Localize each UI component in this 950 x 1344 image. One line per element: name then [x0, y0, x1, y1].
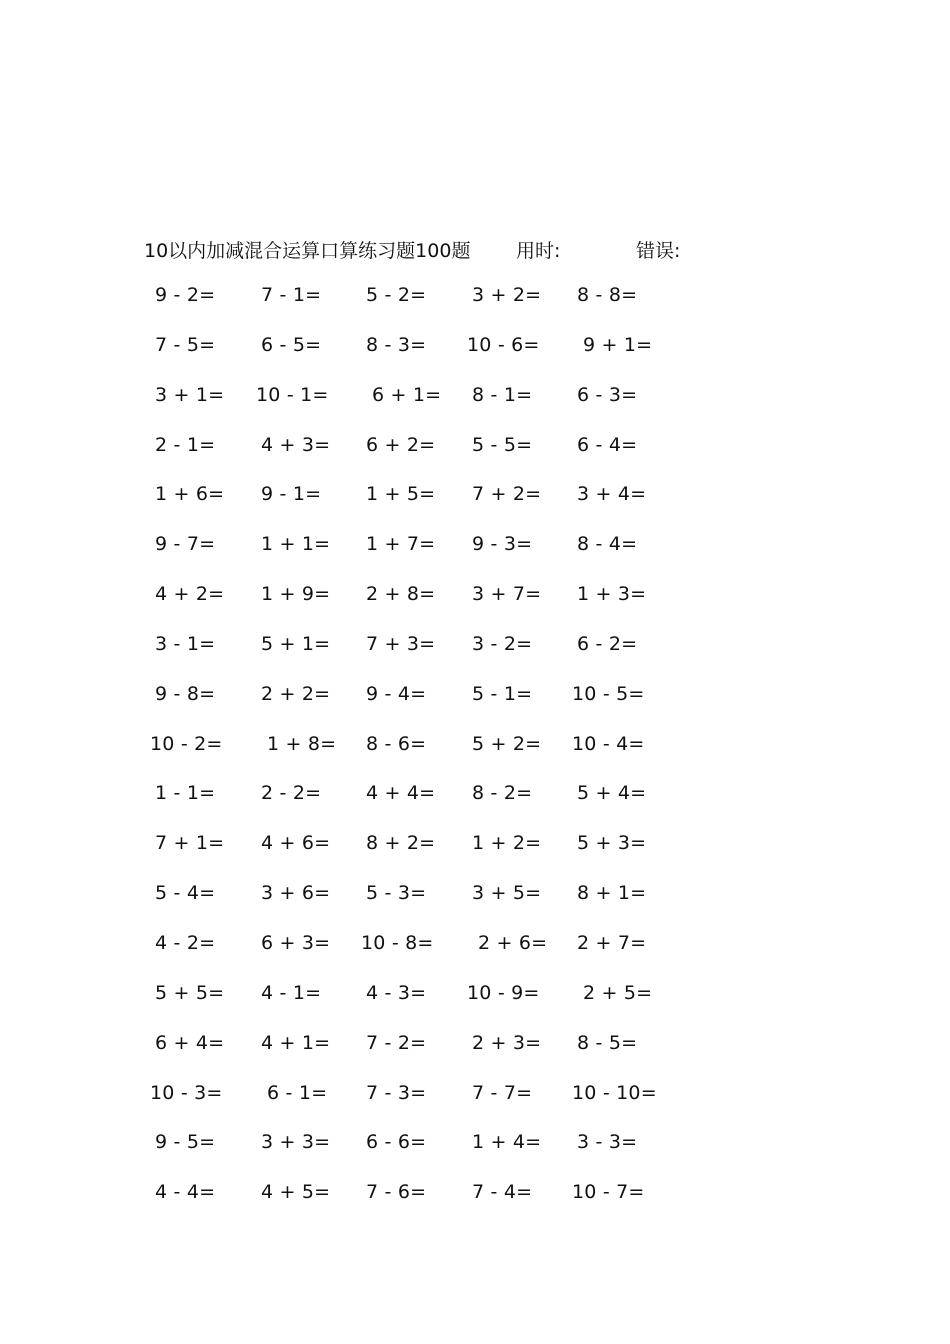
math-problem: 9 - 5= — [155, 1131, 216, 1154]
math-problem: 1 + 8= — [267, 732, 337, 755]
math-problem: 1 + 9= — [261, 583, 331, 606]
math-problem: 7 - 6= — [366, 1181, 427, 1204]
math-problem: 7 - 1= — [261, 284, 322, 306]
math-problem: 7 - 3= — [366, 1081, 427, 1104]
math-problem: 5 + 1= — [261, 632, 331, 655]
math-problem: 1 - 1= — [155, 782, 216, 805]
math-problem: 9 - 2= — [155, 284, 216, 306]
problem-row — [0, 733, 950, 783]
math-problem: 9 - 4= — [366, 682, 427, 705]
math-problem: 8 - 8= — [577, 284, 638, 306]
math-problem: 9 - 7= — [155, 533, 216, 556]
math-problem: 4 - 1= — [261, 981, 322, 1004]
problem-row — [0, 1032, 950, 1082]
math-problem: 4 + 1= — [261, 1031, 331, 1054]
problem-row — [0, 832, 950, 882]
math-problem: 10 - 9= — [467, 981, 540, 1004]
math-problem: 5 + 5= — [155, 981, 225, 1004]
math-problem: 2 + 5= — [583, 981, 653, 1004]
time-label: 用时: — [516, 240, 561, 262]
math-problem: 2 + 6= — [478, 931, 548, 954]
math-problem: 10 - 1= — [256, 383, 329, 406]
problem-row — [0, 782, 950, 832]
math-problem: 9 - 1= — [261, 483, 322, 506]
math-problem: 4 - 2= — [155, 931, 216, 954]
math-problem: 4 + 2= — [155, 583, 225, 606]
problem-row — [0, 1181, 950, 1231]
math-problem: 1 + 6= — [155, 483, 225, 506]
worksheet-title: 10以内加减混合运算口算练习题100题 — [144, 240, 471, 262]
math-problem: 3 + 6= — [261, 882, 331, 905]
problem-row — [0, 982, 950, 1032]
math-problem: 6 - 1= — [267, 1081, 328, 1104]
math-problem: 1 + 5= — [366, 483, 436, 506]
problem-row — [0, 932, 950, 982]
problem-row — [0, 633, 950, 683]
math-problem: 6 + 1= — [372, 383, 442, 406]
math-problem: 1 + 3= — [577, 583, 647, 606]
math-problem: 4 + 3= — [261, 433, 331, 456]
math-problem: 2 - 1= — [155, 433, 216, 456]
math-problem: 4 + 4= — [366, 782, 436, 805]
math-problem: 7 - 2= — [366, 1031, 427, 1054]
math-problem: 5 + 2= — [472, 732, 542, 755]
problem-row — [0, 882, 950, 932]
math-problem: 9 - 8= — [155, 682, 216, 705]
math-problem: 3 + 7= — [472, 583, 542, 606]
math-problem: 6 - 4= — [577, 433, 638, 456]
math-problem: 7 - 7= — [472, 1081, 533, 1104]
problem-grid — [0, 284, 950, 1231]
math-problem: 1 + 1= — [261, 533, 331, 556]
math-problem: 6 - 2= — [577, 632, 638, 655]
math-problem: 6 + 2= — [366, 433, 436, 456]
math-problem: 5 - 2= — [366, 284, 427, 306]
math-problem: 7 - 4= — [472, 1181, 533, 1204]
math-problem: 5 + 4= — [577, 782, 647, 805]
math-problem: 5 - 3= — [366, 882, 427, 905]
math-problem: 1 + 4= — [472, 1131, 542, 1154]
math-problem: 10 - 6= — [467, 333, 540, 356]
math-problem: 8 - 5= — [577, 1031, 638, 1054]
math-problem: 3 + 1= — [155, 383, 225, 406]
problem-row — [0, 683, 950, 733]
math-problem: 1 + 2= — [472, 832, 542, 855]
math-problem: 10 - 3= — [150, 1081, 223, 1104]
math-problem: 3 - 3= — [577, 1131, 638, 1154]
problem-row — [0, 434, 950, 484]
math-problem: 7 + 2= — [472, 483, 542, 506]
math-problem: 3 + 5= — [472, 882, 542, 905]
math-problem: 6 - 3= — [577, 383, 638, 406]
math-problem: 6 - 6= — [366, 1131, 427, 1154]
math-problem: 3 - 1= — [155, 632, 216, 655]
math-problem: 10 - 7= — [572, 1181, 645, 1204]
math-problem: 2 + 3= — [472, 1031, 542, 1054]
math-problem: 8 - 4= — [577, 533, 638, 556]
math-problem: 10 - 2= — [150, 732, 223, 755]
math-problem: 5 - 1= — [472, 682, 533, 705]
math-problem: 7 + 1= — [155, 832, 225, 855]
problem-row — [0, 1082, 950, 1132]
math-problem: 10 - 10= — [572, 1081, 657, 1104]
math-problem: 8 - 1= — [472, 383, 533, 406]
math-problem: 1 + 7= — [366, 533, 436, 556]
problem-row — [0, 334, 950, 384]
math-problem: 8 - 2= — [472, 782, 533, 805]
math-problem: 6 - 5= — [261, 333, 322, 356]
math-problem: 6 + 3= — [261, 931, 331, 954]
math-problem: 4 + 6= — [261, 832, 331, 855]
math-problem: 9 + 1= — [583, 333, 653, 356]
problem-row — [0, 384, 950, 434]
math-problem: 8 - 6= — [366, 732, 427, 755]
math-problem: 5 + 3= — [577, 832, 647, 855]
math-problem: 6 + 4= — [155, 1031, 225, 1054]
problem-row — [0, 483, 950, 533]
math-problem: 10 - 4= — [572, 732, 645, 755]
math-problem: 8 - 3= — [366, 333, 427, 356]
math-problem: 2 + 7= — [577, 931, 647, 954]
math-problem: 3 + 3= — [261, 1131, 331, 1154]
problem-row — [0, 533, 950, 583]
problem-row — [0, 284, 950, 334]
math-problem: 2 + 8= — [366, 583, 436, 606]
math-problem: 7 - 5= — [155, 333, 216, 356]
problem-row — [0, 583, 950, 633]
math-problem: 8 + 1= — [577, 882, 647, 905]
math-problem: 4 - 4= — [155, 1181, 216, 1204]
problem-row — [0, 1131, 950, 1181]
math-problem: 2 - 2= — [261, 782, 322, 805]
math-problem: 10 - 8= — [361, 931, 434, 954]
math-problem: 3 - 2= — [472, 632, 533, 655]
error-label: 错误: — [636, 240, 681, 262]
math-problem: 7 + 3= — [366, 632, 436, 655]
math-problem: 5 - 5= — [472, 433, 533, 456]
math-problem: 4 - 3= — [366, 981, 427, 1004]
math-problem: 3 + 4= — [577, 483, 647, 506]
math-problem: 2 + 2= — [261, 682, 331, 705]
math-problem: 9 - 3= — [472, 533, 533, 556]
math-problem: 8 + 2= — [366, 832, 436, 855]
math-problem: 10 - 5= — [572, 682, 645, 705]
math-problem: 3 + 2= — [472, 284, 542, 306]
math-problem: 4 + 5= — [261, 1181, 331, 1204]
math-problem: 5 - 4= — [155, 882, 216, 905]
